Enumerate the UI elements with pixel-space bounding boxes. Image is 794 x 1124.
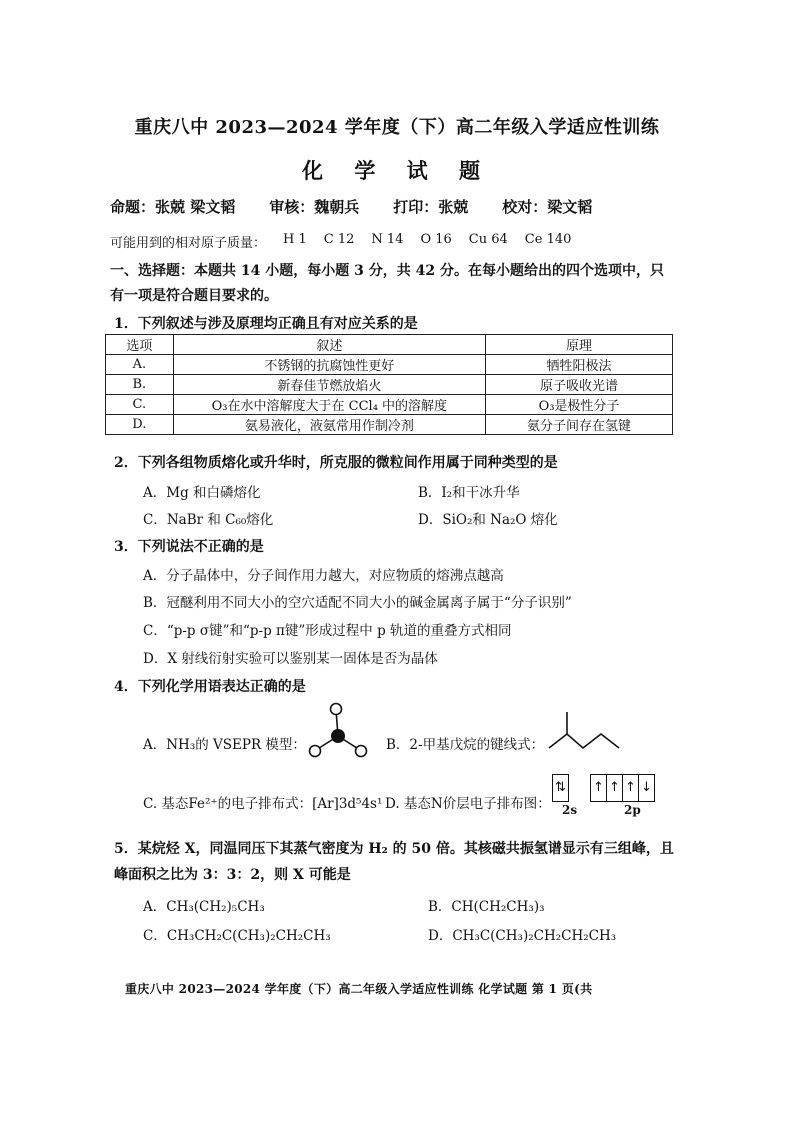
table-row bbox=[106, 415, 673, 435]
question-1-table bbox=[105, 334, 673, 435]
table-cell: O₃在水中溶解度大于在 CCl₄ 中的溶解度 bbox=[173, 395, 485, 415]
staff-printer: 打印：张兢 bbox=[393, 198, 469, 216]
table-row bbox=[106, 375, 673, 395]
table-header-cell: 原理 bbox=[486, 335, 673, 355]
question-1-stem: 1．下列叙述与涉及原理均正确且有对应关系的是 bbox=[114, 316, 418, 332]
question-3-option-a: A．分子晶体中，分子间作用力越大，对应物质的熔沸点越高 bbox=[143, 568, 504, 584]
question-5-stem-line2: 峰面积之比为 3：3：2，则 X 可能是 bbox=[114, 867, 351, 883]
question-2-option-a: A．Mg 和白磷熔化 bbox=[143, 485, 261, 501]
table-cell: 新春佳节燃放焰火 bbox=[173, 375, 485, 395]
section-instructions-line2: 有一项是符合题目要求的。 bbox=[110, 288, 278, 304]
atomic-o: O 16 bbox=[420, 232, 452, 247]
atomic-c: C 12 bbox=[323, 232, 355, 247]
table-row bbox=[106, 355, 673, 375]
staff-author: 命题：张兢 梁文韬 bbox=[110, 198, 236, 216]
question-4-option-d: D. 基态N价层电子排布图： bbox=[385, 796, 551, 812]
table-cell: 牺牲阳极法 bbox=[486, 355, 673, 375]
table-header-row bbox=[106, 335, 673, 355]
table-cell: O₃是极性分子 bbox=[486, 395, 673, 415]
table-cell: 原子吸收光谱 bbox=[486, 375, 673, 395]
table-cell: A. bbox=[106, 355, 174, 375]
orbital-diagram-2s bbox=[552, 774, 569, 802]
table-cell: 氨分子间存在氢键 bbox=[486, 415, 673, 435]
question-3-option-c: C．“p-p σ键”和“p-p π键”形成过程中 p 轨道的重叠方式相同 bbox=[143, 623, 512, 639]
orbital-box-2p-1: ↑ bbox=[591, 775, 607, 801]
question-5-option-d: D．CH₃C(CH₃)₂CH₂CH₂CH₃ bbox=[428, 928, 617, 944]
staff-reviewer: 审核：魏朝兵 bbox=[269, 198, 360, 216]
staff-line bbox=[110, 196, 592, 217]
atomic-n: N 14 bbox=[371, 232, 404, 247]
orbital-diagram-2p bbox=[590, 774, 655, 802]
page-footer: 重庆八中 2023—2024 学年度（下）高二年级入学适应性训练 化学试题 第 1 页(共 bbox=[125, 982, 593, 996]
question-5-option-a: A．CH₃(CH₂)₅CH₃ bbox=[143, 899, 265, 915]
question-3-option-b: B．冠醚利用不同大小的空穴适配不同大小的碱金属离子属于“分子识别” bbox=[143, 595, 572, 611]
atomic-h: H 1 bbox=[283, 232, 307, 247]
orbital-box-2p-3: ↑ bbox=[623, 775, 639, 801]
question-5-stem-line1: 5．某烷烃 X，同温同压下其蒸气密度为 H₂ 的 50 倍。其核磁共振氢谱显示有三组峰，且 bbox=[114, 841, 674, 857]
table-cell: B. bbox=[106, 375, 174, 395]
question-4-option-b: B．2-甲基戊烷的键线式： bbox=[386, 737, 545, 753]
question-4-option-c: C. 基态Fe²⁺的电子排布式：[Ar]3d⁵4s¹ bbox=[143, 796, 383, 812]
question-3-stem: 3．下列说法不正确的是 bbox=[114, 539, 264, 555]
question-2-option-d: D．SiO₂和 Na₂O 熔化 bbox=[418, 512, 558, 528]
atomic-label: 可能用到的相对原子质量： bbox=[110, 236, 267, 251]
table-cell: 氨易液化，液氨常用作制冷剂 bbox=[173, 415, 485, 435]
page-subtitle: 化 学 试 题 bbox=[302, 158, 492, 183]
orbital-label-2s: 2s bbox=[562, 803, 578, 817]
skeletal-formula-diagram bbox=[545, 710, 625, 754]
question-2-stem: 2．下列各组物质熔化或升华时，所克服的微粒间作用属于同种类型的是 bbox=[114, 455, 558, 471]
question-5-option-b: B．CH(CH₂CH₃)₃ bbox=[428, 899, 545, 915]
table-row bbox=[106, 395, 673, 415]
table-cell: D. bbox=[106, 415, 174, 435]
table-header-cell: 叙述 bbox=[173, 335, 485, 355]
table-header-cell: 选项 bbox=[106, 335, 174, 355]
atomic-cu: Cu 64 bbox=[468, 232, 508, 247]
orbital-box-2p-4: ↓ bbox=[641, 780, 652, 795]
table-cell: C. bbox=[106, 395, 174, 415]
atomic-ce: Ce 140 bbox=[524, 232, 572, 247]
question-2-option-b: B．I₂和干冰升华 bbox=[418, 485, 520, 501]
orbital-label-2p: 2p bbox=[624, 803, 641, 817]
table-cell: 不锈钢的抗腐蚀性更好 bbox=[173, 355, 485, 375]
orbital-box-2s: ⇅ bbox=[555, 780, 566, 795]
atomic-mass-line bbox=[110, 232, 571, 251]
section-instructions-line1: 一、选择题：本题共 14 小题，每小题 3 分，共 42 分。在每小题给出的四个选项中，只 bbox=[110, 263, 664, 279]
question-5-option-c: C．CH₃CH₂C(CH₃)₂CH₂CH₃ bbox=[143, 928, 331, 944]
orbital-box-2p-2: ↑ bbox=[607, 775, 623, 801]
page-title: 重庆八中 2023—2024 学年度（下）高二年级入学适应性训练 bbox=[134, 117, 660, 138]
question-4-option-a: A．NH₃的 VSEPR 模型： bbox=[143, 737, 306, 753]
question-4-stem: 4．下列化学用语表达正确的是 bbox=[114, 679, 306, 695]
vsepr-model-diagram bbox=[306, 700, 372, 762]
question-3-option-d: D．X 射线衍射实验可以鉴别某一固体是否为晶体 bbox=[143, 651, 438, 667]
question-2-option-c: C．NaBr 和 C₆₀熔化 bbox=[143, 512, 274, 528]
staff-proofreader: 校对：梁文韬 bbox=[502, 198, 593, 216]
